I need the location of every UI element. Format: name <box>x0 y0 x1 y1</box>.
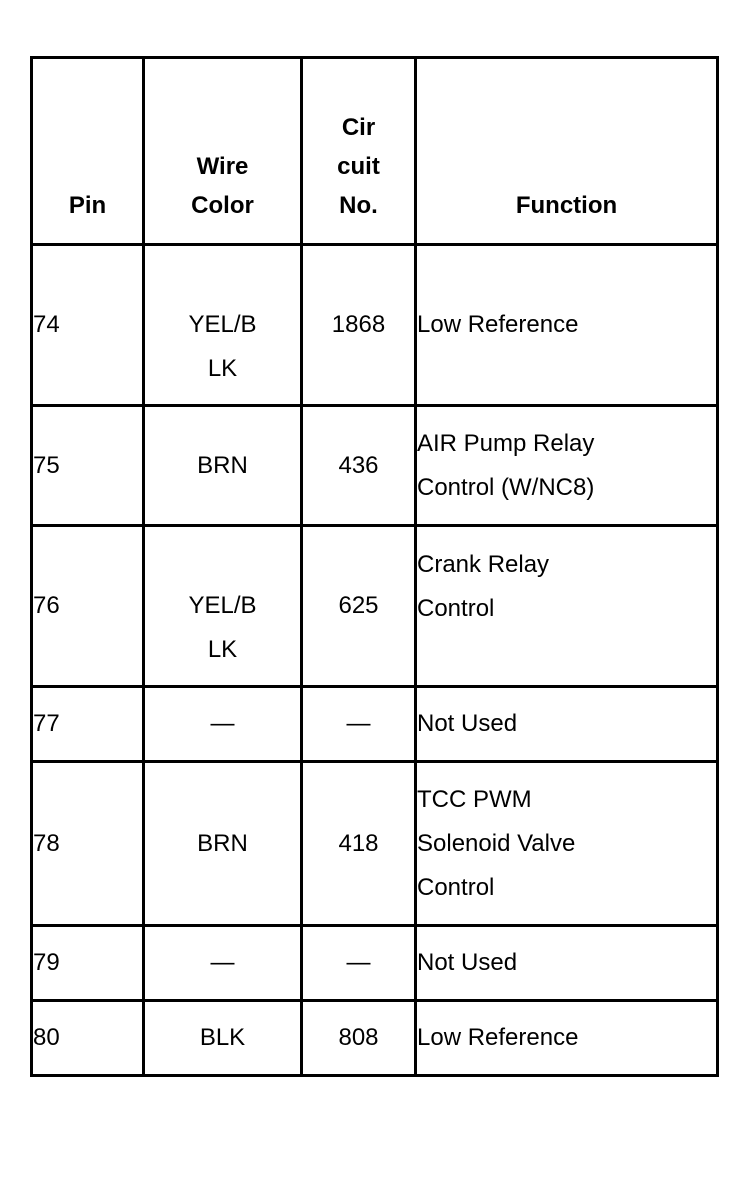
table-row <box>32 406 718 526</box>
pin-cell: 78 <box>32 762 144 926</box>
wire-color-cell: BRN <box>144 762 302 926</box>
circuit-cell: 436 <box>302 406 416 526</box>
wire-color-cell: YEL/B LK <box>144 526 302 687</box>
wire-color-cell: BLK <box>144 1001 302 1076</box>
header-pin: Pin <box>32 58 144 245</box>
wire-color-cell: — <box>144 926 302 1001</box>
circuit-cell: — <box>302 926 416 1001</box>
pin-cell: 76 <box>32 526 144 687</box>
function-cell: Low Reference <box>416 1001 718 1076</box>
table-row <box>32 762 718 926</box>
pin-cell: 77 <box>32 687 144 762</box>
header-circuit-no: Cir cuit No. <box>302 58 416 245</box>
function-cell: Crank Relay Control <box>416 526 718 687</box>
wire-color-cell: — <box>144 687 302 762</box>
function-cell: Not Used <box>416 926 718 1001</box>
table-row <box>32 926 718 1001</box>
pin-cell: 80 <box>32 1001 144 1076</box>
pin-cell: 74 <box>32 245 144 406</box>
header-function: Function <box>416 58 718 245</box>
function-cell: TCC PWM Solenoid Valve Control <box>416 762 718 926</box>
header-row <box>32 58 718 245</box>
function-cell: Not Used <box>416 687 718 762</box>
table-row <box>32 687 718 762</box>
pin-table <box>30 56 719 1077</box>
pin-cell: 75 <box>32 406 144 526</box>
table-row <box>32 245 718 406</box>
circuit-cell: 418 <box>302 762 416 926</box>
header-wire-color: Wire Color <box>144 58 302 245</box>
table-row <box>32 526 718 687</box>
function-cell: AIR Pump Relay Control (W/NC8) <box>416 406 718 526</box>
wire-color-cell: BRN <box>144 406 302 526</box>
function-cell: Low Reference <box>416 245 718 406</box>
wire-color-cell: YEL/B LK <box>144 245 302 406</box>
table-row <box>32 1001 718 1076</box>
pin-cell: 79 <box>32 926 144 1001</box>
circuit-cell: 625 <box>302 526 416 687</box>
circuit-cell: 1868 <box>302 245 416 406</box>
circuit-cell: 808 <box>302 1001 416 1076</box>
circuit-cell: — <box>302 687 416 762</box>
